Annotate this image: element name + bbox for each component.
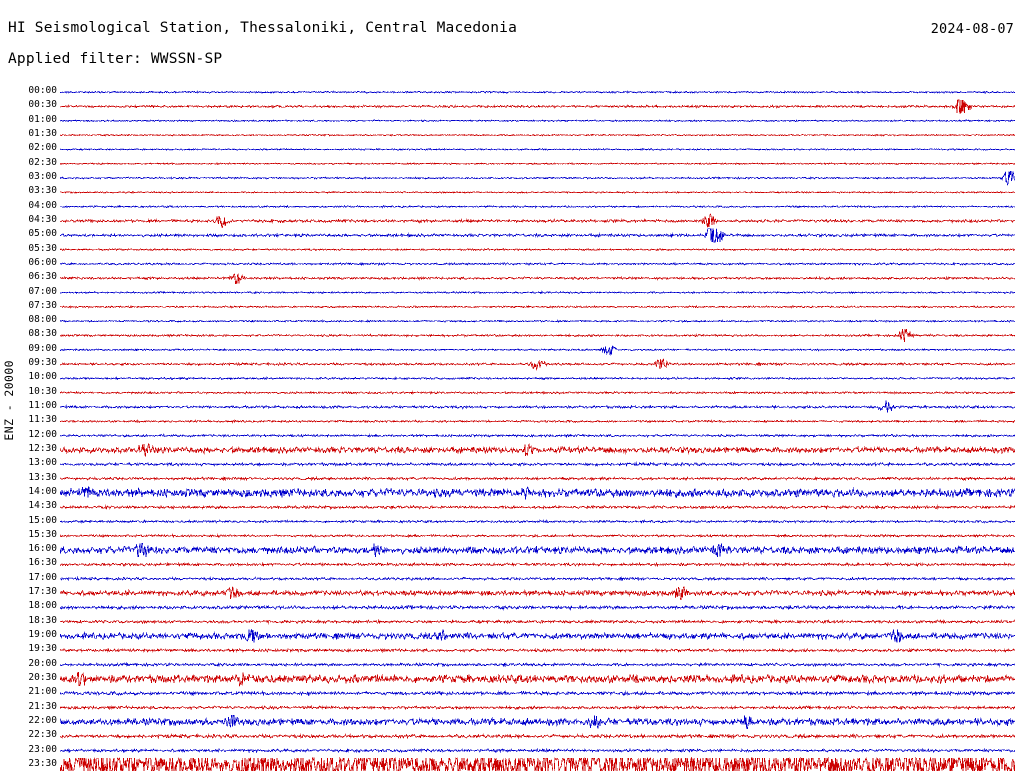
trace-line: [60, 734, 1015, 738]
trace-line: [60, 649, 1015, 652]
trace-line: [60, 214, 1015, 227]
trace-line: [60, 306, 1015, 308]
time-tick-label: 14:30: [28, 500, 57, 512]
trace-line: [60, 706, 1015, 709]
time-tick-label: 12:30: [28, 442, 57, 454]
trace-line: [60, 346, 1015, 356]
trace-line: [60, 544, 1015, 557]
time-tick-label: 13:00: [28, 457, 57, 469]
record-date: 2024-08-07: [930, 21, 1014, 37]
trace-line: [60, 606, 1015, 610]
trace-line: [60, 715, 1015, 728]
trace-line: [60, 463, 1015, 466]
time-tick-label: 18:00: [28, 600, 57, 612]
trace-line: [60, 120, 1015, 122]
time-tick-label: 02:30: [28, 156, 57, 168]
trace-line: [60, 100, 1015, 113]
seismogram-plot: [60, 84, 1015, 771]
trace-line: [60, 91, 1015, 93]
trace-line: [60, 329, 1015, 342]
trace-line: [60, 229, 1015, 242]
trace-line: [60, 672, 1015, 685]
trace-line: [60, 587, 1015, 600]
time-tick-label: 08:30: [28, 328, 57, 340]
trace-line: [60, 377, 1015, 379]
time-tick-label: 13:30: [28, 471, 57, 483]
trace-line: [60, 749, 1015, 752]
seismogram-canvas: [60, 84, 1015, 771]
trace-line: [60, 249, 1015, 251]
trace-line: [60, 506, 1015, 509]
trace-line: [60, 535, 1015, 537]
time-tick-label: 22:00: [28, 714, 57, 726]
time-tick-label: 00:00: [28, 85, 57, 97]
trace-line: [60, 629, 1015, 642]
time-tick-label: 17:00: [28, 571, 57, 583]
trace-line: [60, 134, 1015, 135]
trace-line: [60, 149, 1015, 151]
trace-line: [60, 171, 1015, 184]
time-tick-label: 01:30: [28, 128, 57, 140]
trace-line: [60, 563, 1015, 566]
time-axis-ticks: [0, 84, 57, 771]
time-tick-label: 03:00: [28, 171, 57, 183]
time-tick-label: 05:00: [28, 228, 57, 240]
time-tick-label: 10:00: [28, 371, 57, 383]
trace-line: [60, 392, 1015, 394]
time-tick-label: 06:00: [28, 256, 57, 268]
y-axis-label: ENZ - 20000: [2, 360, 16, 441]
time-tick-label: 19:00: [28, 629, 57, 641]
trace-line: [60, 520, 1015, 522]
trace-line: [60, 477, 1015, 480]
trace-line: [60, 192, 1015, 193]
time-tick-label: 22:30: [28, 729, 57, 741]
trace-line: [60, 620, 1015, 623]
time-tick-label: 07:30: [28, 299, 57, 311]
time-tick-label: 11:30: [28, 414, 57, 426]
trace-line: [60, 400, 1015, 412]
time-tick-label: 20:30: [28, 671, 57, 683]
time-tick-label: 23:30: [28, 757, 57, 769]
time-tick-label: 11:00: [28, 400, 57, 412]
time-tick-label: 20:00: [28, 657, 57, 669]
trace-line: [60, 292, 1015, 294]
trace-line: [60, 359, 1015, 370]
time-tick-label: 01:00: [28, 113, 57, 125]
trace-line: [60, 163, 1015, 165]
trace-line: [60, 274, 1015, 284]
trace-line: [60, 758, 1015, 771]
trace-line: [60, 420, 1015, 422]
time-tick-label: 21:30: [28, 700, 57, 712]
trace-line: [60, 320, 1015, 322]
trace-line: [60, 691, 1015, 695]
time-tick-label: 23:00: [28, 743, 57, 755]
time-tick-label: 17:30: [28, 586, 57, 598]
trace-line: [60, 434, 1015, 436]
time-tick-label: 15:00: [28, 514, 57, 526]
time-tick-label: 04:30: [28, 213, 57, 225]
trace-line: [60, 663, 1015, 666]
time-tick-label: 06:30: [28, 271, 57, 283]
time-tick-label: 02:00: [28, 142, 57, 154]
applied-filter-label: Applied filter: WWSSN-SP: [8, 51, 223, 67]
trace-line: [60, 486, 1015, 499]
time-tick-label: 10:30: [28, 385, 57, 397]
time-tick-label: 14:00: [28, 485, 57, 497]
trace-line: [60, 577, 1015, 580]
trace-line: [60, 263, 1015, 265]
time-tick-label: 16:00: [28, 543, 57, 555]
time-tick-label: 21:00: [28, 686, 57, 698]
time-tick-label: 08:00: [28, 314, 57, 326]
time-tick-label: 00:30: [28, 99, 57, 111]
time-tick-label: 09:30: [28, 357, 57, 369]
time-tick-label: 15:30: [28, 528, 57, 540]
time-tick-label: 04:00: [28, 199, 57, 211]
trace-line: [60, 206, 1015, 208]
time-tick-label: 07:00: [28, 285, 57, 297]
time-tick-label: 05:30: [28, 242, 57, 254]
time-tick-label: 18:30: [28, 614, 57, 626]
trace-line: [60, 443, 1015, 456]
time-tick-label: 16:30: [28, 557, 57, 569]
time-tick-label: 03:30: [28, 185, 57, 197]
time-tick-label: 09:00: [28, 342, 57, 354]
time-tick-label: 12:00: [28, 428, 57, 440]
page-title: HI Seismological Station, Thessaloniki, Central Macedonia: [8, 20, 517, 36]
time-tick-label: 19:30: [28, 643, 57, 655]
